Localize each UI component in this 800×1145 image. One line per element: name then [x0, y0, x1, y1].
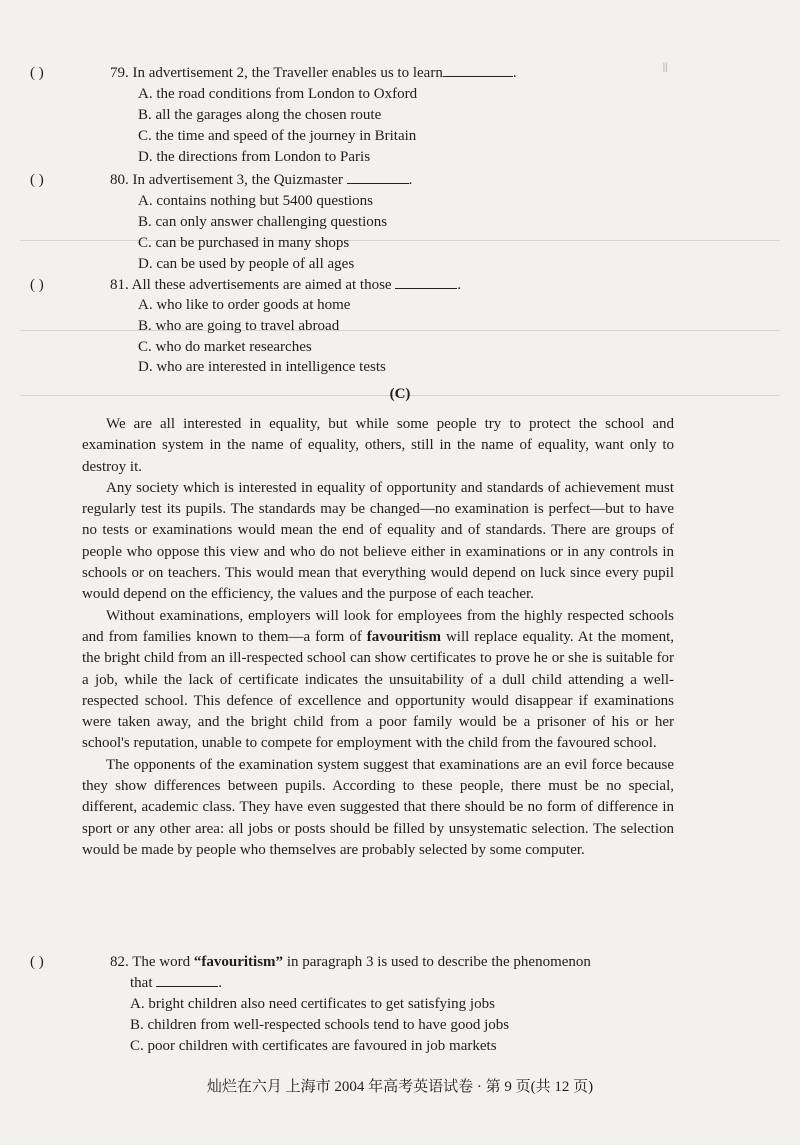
option: D. the directions from London to Paris	[138, 149, 371, 165]
paragraph-4: The opponents of the examination system suggest that examinations are an evil force because they show differences between pupils. According to these people, there must be no special, different, academic class. They have even suggested that there should be no form of difference in sport or any other area: all jobs or posts should be filled by unsystematic selection. The selection would be made by people who themselves are probably selected by some computer.	[82, 756, 674, 858]
page-footer: 灿烂在六月 上海市 2004 年高考英语试卷 · 第 9 页(共 12 页)	[206, 1079, 594, 1095]
answer-paren[interactable]: ( )	[30, 65, 44, 81]
answer-blank[interactable]	[156, 974, 218, 987]
question-82: ( ) 82. The word “favouritism” in paragraph 3 is used to describe the phenomenon that . A. bright children also need certificates to get satisfying jobs B. children from well-respected schools tend to have good jobs C. poor children with certificates are favoured in job markets	[30, 952, 690, 1057]
paragraph-1: We are all interested in equality, but while some people try to protect the school and examination system in the name of equality, others, still in the name of equality, want only to destroy it.	[82, 416, 674, 475]
keyword-favouritism: favouritism	[366, 628, 441, 645]
paragraph-2: Any society which is interested in equality of opportunity and standards of achievement must regularly test its pupils. The standards may be changed—no examination is perfect—but to have no tests or examinations would mean the end of equality and of standards. There are groups of people who oppose this view and who do not believe either in examinations or in any controls in schools or on teachers. This would mean that everything would depend on luck since every pupil would depend on the efficiency, the values and the purpose of each teacher.	[82, 479, 674, 603]
option: A. contains nothing but 5400 questions	[138, 193, 373, 209]
option: B. children from well-respected schools tend to have good jobs	[130, 1017, 510, 1033]
question-81: ( ) 81. All these advertisements are aimed at those .	[30, 277, 462, 293]
question-stem-rest: in paragraph 3 is used to describe the phenomenon	[283, 954, 591, 970]
question-stem: 79. In advertisement 2, the Traveller enables us to learn	[110, 65, 443, 81]
question-stem-cont: that	[130, 975, 153, 991]
option: C. poor children with certificates are favoured in job markets	[130, 1038, 497, 1054]
option: D. can be used by people of all ages	[138, 256, 355, 272]
option: B. can only answer challenging questions	[138, 214, 388, 230]
question-79: ( ) 79. In advertisement 2, the Traveller enables us to learn .	[30, 65, 517, 81]
answer-blank[interactable]	[395, 276, 457, 289]
reading-passage	[82, 414, 674, 861]
option: C. who do market researches	[138, 339, 312, 355]
option: A. the road conditions from London to Oxford	[138, 86, 418, 102]
divider	[20, 330, 780, 331]
answer-paren[interactable]: ( )	[30, 954, 44, 970]
question-stem: 81. All these advertisements are aimed at those	[110, 277, 392, 293]
option: D. who are interested in intelligence tests	[138, 359, 386, 375]
answer-blank[interactable]	[347, 171, 409, 184]
question-stem: 82. The word	[110, 954, 194, 970]
divider	[20, 240, 780, 241]
option: C. can be purchased in many shops	[138, 235, 350, 251]
section-label: (C)	[389, 386, 411, 402]
question-stem: 80. In advertisement 3, the Quizmaster	[110, 172, 343, 188]
bleed-through-mark: Ⅱ	[662, 60, 669, 75]
paragraph-3: Without examinations, employers will look for employees from the highly respected schools and from families known to them—a form of favouritism will replace equality. At the moment, the bright child from an ill-respected school can show certificates to prove he or she is suitable for a job, while the lack of certificate indicates the unsuitability of a dull child attending a well-respected school. This defence of excellence and opportunity would disappear if examinations were taken away, and the bright child from a poor family would be a prisoner of his or her school's reputation, unable to compete for employment with the child from the favoured school.	[82, 607, 674, 752]
question-80: ( ) 80. In advertisement 3, the Quizmaster .	[30, 172, 413, 188]
option: A. bright children also need certificates to get satisfying jobs	[130, 996, 495, 1012]
option: B. all the garages along the chosen route	[138, 107, 382, 123]
answer-paren[interactable]: ( )	[30, 172, 44, 188]
option: C. the time and speed of the journey in Britain	[138, 128, 417, 144]
option: B. who are going to travel abroad	[138, 318, 340, 334]
option: A. who like to order goods at home	[138, 297, 351, 313]
answer-blank[interactable]	[443, 64, 513, 77]
answer-paren[interactable]: ( )	[30, 277, 44, 293]
keyword: “favouritism”	[193, 954, 284, 970]
